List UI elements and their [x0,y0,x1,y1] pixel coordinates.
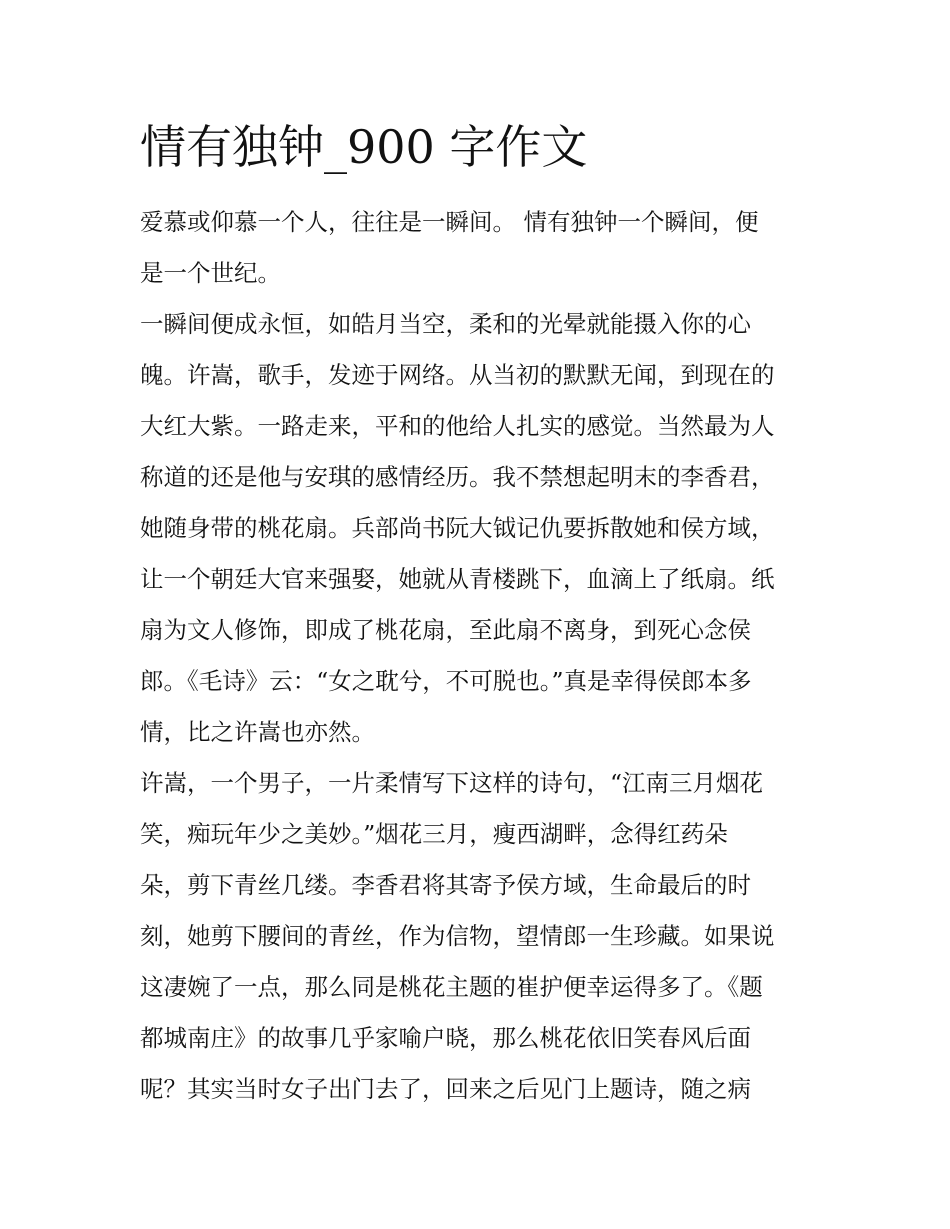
text-line: 朵，剪下青丝几缕。李香君将其寄予侯方域，生命最后的时 [140,871,751,899]
text-line: 大红大紫。一路走来，平和的他给人扎实的感觉。当然最为人 [140,412,775,440]
text-line: 她随身带的桃花扇。兵部尚书阮大钺记仇要拆散她和侯方域， [140,514,775,542]
text-line: 郎。《毛诗》云：“女之耽兮，不可脱也。”真是幸得侯郎本多 [140,667,752,695]
text-line: 都城南庄》的故事几乎家喻户晓，那么桃花依旧笑春风后面 [140,1024,751,1052]
text-line: 呢？其实当时女子出门去了，回来之后见门上题诗，随之病 [140,1075,751,1103]
text-line: 一瞬间便成永恒，如皓月当空，柔和的光晕就能摄入你的心 [140,310,751,338]
text-line: 是一个世纪。 [140,259,281,287]
text-line: 笑，痴玩年少之美妙。”烟花三月，瘦西湖畔，念得红药朵 [140,820,728,848]
page-title: 情有独钟_900 字作文 [140,120,588,174]
text-line: 许嵩，一个男子，一片柔情写下这样的诗句，“江南三月烟花 [140,769,764,797]
text-line: 情，比之许嵩也亦然。 [140,718,375,746]
text-line: 爱慕或仰慕一个人，往往是一瞬间。 情有独钟一个瞬间，便 [140,208,759,236]
text-line: 这凄婉了一点，那么同是桃花主题的崔护便幸运得多了。《题 [140,973,763,1001]
text-line: 称道的还是他与安琪的感情经历。我不禁想起明末的李香君， [140,463,775,491]
text-line: 扇为文人修饰，即成了桃花扇，至此扇不离身，到死心念侯 [140,616,751,644]
text-line: 刻，她剪下腰间的青丝，作为信物，望情郎一生珍藏。如果说 [140,922,775,950]
text-line: 让一个朝廷大官来强娶，她就从青楼跳下，血滴上了纸扇。纸 [140,565,775,593]
article-body [140,197,830,1115]
text-line: 魄。许嵩，歌手，发迹于网络。从当初的默默无闻，到现在的 [140,361,775,389]
